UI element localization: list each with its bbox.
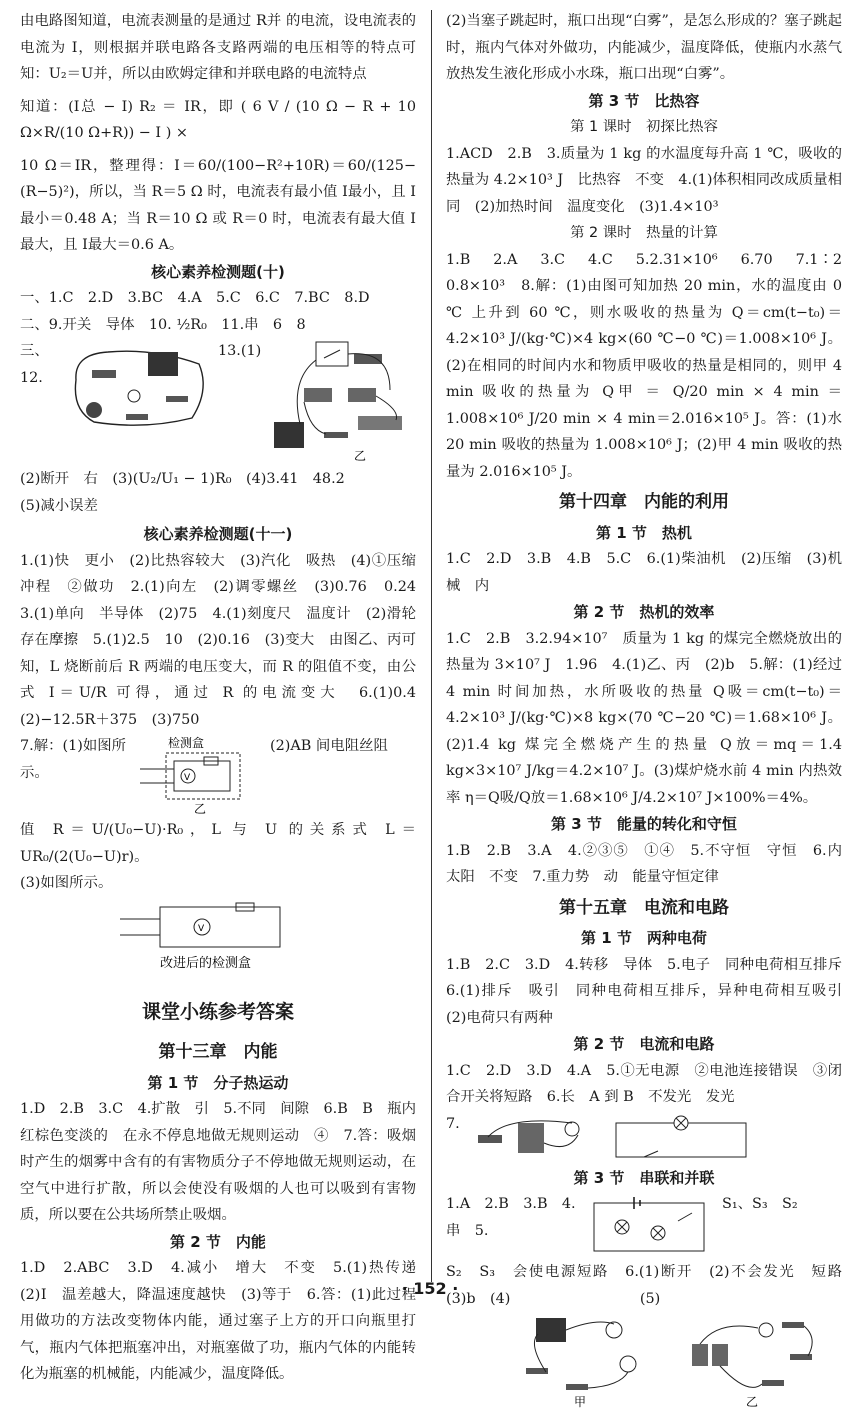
chapter14-title: 第十四章 内能的利用 <box>559 492 729 512</box>
lesson2-title: 第 2 课时 热量的计算 <box>570 225 718 241</box>
intro-paragraph-3: 10 Ω＝IR，整理得：I＝60/(100−R²+10R)＝60/(125−(R−5)²)，所以，当 R＝5 Ω 时，电流表有最小值 I最小，且 I最小＝0.48 A；当 R＝10 Ω 或 R＝0 时，电流表有最大值 I最大，且 I最大＝0.6 A。 <box>20 157 416 253</box>
figure-jia <box>516 1314 666 1410</box>
ch15-section1-text: 1.B 2.C 3.D 4.转移 导体 5.电子 同种电荷相互排斥 6.(1)排斥 吸引 同种电荷相互排斥，异种电荷相互吸引 (2)电荷只有两种 <box>446 956 857 1026</box>
ch15-q7-row <box>446 1111 842 1165</box>
test11-title: 核心素养检测题(十一) <box>143 525 293 543</box>
ch15-section2-text: 1.C 2.D 3.D 4.A 5.①无电源 ②电池连接错误 ③闭合开关将短路 6.长 A 到 B 不发光 发光 <box>446 1062 842 1105</box>
chapter13-title: 第十三章 内能 <box>158 1042 278 1062</box>
test10-line-5: (5)减小误差 <box>20 497 98 514</box>
ch13-section1-text: 1.D 2.B 3.C 4.扩散 引 5.不同 间隙 6.B B 瓶内红棕色变淡的 在永不停息地做无规则运动 ④ 7.答：吸烟时产生的烟雾中含有的有害物质分子不停地做无规则运动，在空气中进行扩散，所以会使没有吸烟的人也可以吸到有害物质，所以要在公共场所禁止吸烟。 <box>20 1101 416 1223</box>
detection-box-figure <box>138 735 264 815</box>
test10-line-4: (2)断开 右 (3)(U₂/U₁ − 1)R₀ (4)3.41 48.2 <box>20 471 345 487</box>
ch15-section1-title: 第 1 节 两种电荷 <box>581 929 707 947</box>
right-column <box>446 8 857 1412</box>
column-divider <box>431 10 432 1282</box>
page-number: · 152 · <box>401 1279 459 1298</box>
test11-q7-part2: (2)AB 间电阻丝阻 <box>270 738 388 754</box>
lesson1-text: 1.ACD 2.B 3.质量为 1 kg 的水温度每升高 1 ℃，吸收的热量为 4.2×10³ J 比热容 不变 4.(1)体积相同改成质量相同 (2)加热时间 温度变化 (3)1.4×10³ <box>446 145 842 215</box>
figure-yi-label: 乙 <box>746 1395 759 1409</box>
ch15-section3-title: 第 3 节 串联和并联 <box>573 1168 715 1187</box>
q13-figure-label: 乙 <box>354 449 367 463</box>
continued-paragraph: (2)当塞子跳起时，瓶口出现“白雾”，是怎么形成的？塞子跳起时，瓶内气体对外做功，内能减少，温度降低，使瓶内水蒸气放热发生液化形成小水珠，瓶口出现“白雾”。 <box>446 13 842 82</box>
test10-title: 核心素养检测题(十) <box>151 262 285 281</box>
q12-label: 三、12. <box>20 343 49 386</box>
ch14-section2-title: 第 2 节 热机的效率 <box>573 603 715 621</box>
q12-circuit-figure <box>64 340 212 432</box>
ch15-figures-row <box>516 1312 842 1412</box>
detection-box-label: 检测盒 <box>168 736 205 750</box>
intro-paragraph-2: 知道：(I总 − I) R₂ ＝ IR，即 ( 6 V / (10 Ω − R + 10 Ω×R/(10 Ω+R)) − I ) × <box>20 98 416 141</box>
test11-q7-row <box>20 733 416 817</box>
ch15-q7-circuit-figure <box>468 1113 768 1163</box>
ch14-section2-text: 1.C 2.B 3.2.94×10⁷ 质量为 1 kg 的煤完全燃烧放出的热量为 3×10⁷ J 1.96 4.(1)乙、丙 (2)b 5.解：(1)经过 4 min 时间加热，水所吸收的热量 Q吸＝cm(t−t₀)＝4.2×10³ J/(kg·℃)×8 kg×(70 ℃−20 ℃)＝1.68×10⁶ J。(2)1.4 kg 煤完全燃烧产生的热量 Q放＝mq＝1.4 kg×3×10⁷ J/kg＝4.2×10⁷ J。(3)煤炉烧水前 4 min 内热效率 η＝Q吸/Q放＝1.68×10⁶ J/4.2×10⁷ J×100%＝4%。 <box>446 630 842 806</box>
ch14-section3-title: 第 3 节 能量的转化和守恒 <box>551 815 737 833</box>
svg-text:V: V <box>198 923 205 934</box>
detection-box-sublabel: 乙 <box>194 802 207 815</box>
ch13-section3-title: 第 3 节 比热容 <box>588 91 700 110</box>
figure-yi <box>678 1314 828 1410</box>
test11-q7-text: 7.解：(1)如图所示。 <box>20 738 127 781</box>
chapter15-title: 第十五章 电流和电路 <box>559 897 729 918</box>
ch15-section3-part2: S₂ S₃ 会使电源短路 6.(1)断开 (2)不会发光 短路 (3)b (4) <box>446 1264 857 1307</box>
figure-jia-label: 甲 <box>574 1395 587 1409</box>
ch15-section3-part5: (5) <box>639 1290 661 1307</box>
svg-text:V: V <box>184 773 191 783</box>
q13-label: 13.(1) <box>218 343 262 359</box>
test10-figures-row <box>20 338 416 466</box>
series-parallel-circuit-figure <box>584 1193 714 1257</box>
test11-paragraph-1: 1.(1)快 更小 (2)比热容较大 (3)汽化 吸热 (4)①压缩冲程 ②做功 2.(1)向左 (2)调零螺丝 (3)0.76 0.24 3.(1)单向 半导体 (2)75 4.(1)刻度尺 温度计 (2)滑轮存在摩擦 5.(1)2.5 10 (2)0.16 (3)变大 由图乙、丙可知，L 烧断前后 R 两端的电压变大，而 R 的阻值不变，由公式 I＝U/R 可得，通过 R 的电流变大 6.(1)0.4 (2)−12.5R＋375 (3)750 <box>20 552 431 728</box>
ch15-q7-label: 7. <box>446 1115 460 1132</box>
test10-line-2: 二、9.开关 导体 10. ½R₀ 11.串 6 8 <box>20 316 306 333</box>
improved-box-label: 改进后的检测盒 <box>160 955 252 971</box>
lesson1-title: 第 1 课时 初探比热容 <box>570 119 718 135</box>
ch15-section3-row <box>446 1191 842 1259</box>
ch15-section3-answers-b: S₁、S₃ S₂ <box>722 1196 798 1212</box>
ch15-section2-title: 第 2 节 电流和电路 <box>573 1035 715 1053</box>
ch13-section1-title: 第 1 节 分子热运动 <box>147 1073 289 1092</box>
q13-circuit-figure <box>270 340 410 464</box>
test10-line-1: 一、1.C 2.D 3.BC 4.A 5.C 6.C 7.BC 8.D <box>20 290 370 306</box>
ch13-section2-title: 第 2 节 内能 <box>170 1232 266 1251</box>
ch13-section2-text: 1.D 2.ABC 3.D 4.减小 增大 不变 5.(1)热传递 (2)Ⅰ 温差越大，降温速度越快 (3)等于 6.答：(1)此过程用做功的方法改变物体内能，通过塞子上方的开口向瓶里打气，瓶内气体把瓶塞冲出，对瓶塞做了功，瓶内气体的内能转化为瓶塞的机械能，内能减少，温度降低。 <box>20 1260 431 1382</box>
improved-detection-box-figure <box>20 899 416 973</box>
lesson2-text: 1.B 2.A 3.C 4.C 5.2.31×10⁶ 6.70 7.1∶2 0.8×10³ 8.解：(1)由图可知加热 20 min，水的温度由 0 ℃ 上升到 60 ℃，则水吸收的热量为 Q＝cm(t−t₀)＝4.2×10³ J/(kg·℃)×4 kg×(60 ℃−0 ℃)＝1.008×10⁶ J。(2)在相同的时间内水和物质甲吸收的热量是相同的，则甲 4 min 吸收的热量为 Q甲 ＝ Q/20 min × 4 min ＝ 1.008×10⁶ J/20 min × 4 min＝2.016×10⁵ J。答：(1)水 20 min 吸收的热量为 1.008×10⁶ J；(2)甲 4 min 吸收的热量为 2.016×10⁵ J。 <box>446 251 857 480</box>
ch15-section3-answers-a: 1.A 2.B 3.B 4.串 5. <box>446 1196 576 1239</box>
test11-paragraph-3: 值 R＝U/(U₀−U)·R₀，L 与 U 的关系式 L＝UR₀/(2(U₀−U)r)。 <box>20 822 416 865</box>
ch14-section1-text: 1.C 2.D 3.B 4.B 5.C 6.(1)柴油机 (2)压缩 (3)机械 内 <box>446 551 842 594</box>
test11-paragraph-4: (3)如图所示。 <box>20 875 113 891</box>
ch14-section1-title: 第 1 节 热机 <box>596 523 692 542</box>
intro-paragraph-1: 由电路图知道，电流表测量的是通过 R并 的电流，设电流表的电流为 I，则根据并联电路各支路两端的电压相等的特点可知：U₂＝U并，所以由欧姆定律和并联电路的电流特点 <box>20 13 416 82</box>
practice-answers-title: 课堂小练参考答案 <box>141 1000 294 1023</box>
ch14-section3-text: 1.B 2.B 3.A 4.②③⑤ ①④ 5.不守恒 守恒 6.内 太阳 不变 7.重力势 动 能量守恒定律 <box>446 842 857 885</box>
